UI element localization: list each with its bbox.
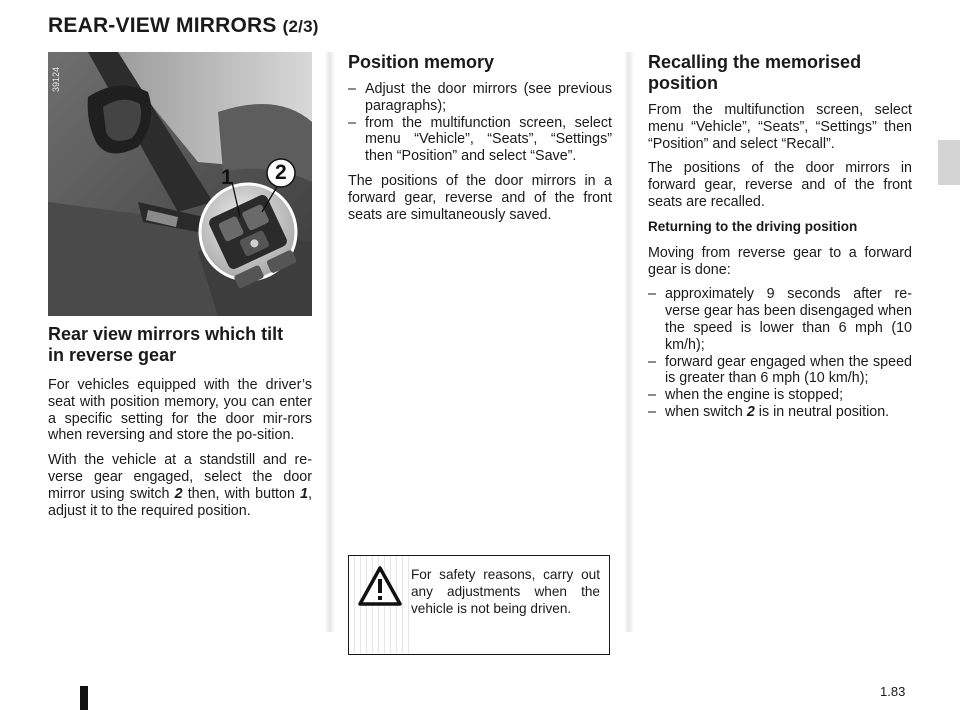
warning-icon-panel: [349, 556, 409, 654]
switch-ref: 2: [746, 403, 755, 420]
paragraph: Moving from reverse gear to a forward gear is done:: [648, 244, 912, 278]
section-heading-position-memory: Position memory: [348, 52, 495, 72]
door-panel-illustration: [48, 52, 312, 316]
column-separator-right: [624, 52, 634, 632]
text-run: , adjust it to the required position.: [48, 485, 312, 519]
right-column: [648, 52, 912, 421]
heading-line-2: position: [648, 73, 718, 93]
list-item: – Adjust the door mirrors (see previous paragraphs);: [348, 81, 612, 115]
forward-gear-conditions-list: [648, 286, 912, 420]
left-column: [48, 324, 312, 527]
heading-line-1: Recalling the memorised: [648, 52, 862, 72]
text-run: then, with button: [182, 485, 301, 502]
switch-ref: 2: [174, 485, 183, 502]
text-run: when switch: [665, 403, 747, 420]
section-heading-recalling-position: [648, 52, 912, 94]
list-item: – forward gear engaged when the speed is greater than 6 mph (10 km/h);: [648, 354, 912, 388]
column-separator-left: [325, 52, 335, 632]
button-ref: 1: [300, 485, 309, 502]
section-heading-tilt-reverse: [48, 324, 312, 366]
page-title: [48, 14, 319, 38]
paragraph: From the multifunction screen, select menu “Vehicle”, “Seats”, “Settings” then “Position” and select “Recall”.: [648, 102, 912, 152]
text-run: is in neutral position.: [754, 403, 890, 420]
callout-2: 2: [275, 161, 287, 184]
title-part-indicator: (2/3): [282, 17, 319, 36]
paragraph: The positions of the door mirrors in a forward gear, reverse and of the front seats are simultaneously saved.: [348, 172, 612, 223]
list-item: [648, 404, 912, 421]
list-item: – from the multifunction screen, select menu “Vehicle”, “Seats”, “Settings” then “Position” and select “Save”.: [348, 115, 612, 165]
page-number: 1.83: [880, 684, 906, 699]
warning-triangle-icon: [358, 566, 402, 606]
section-thumb-tab: [938, 140, 960, 185]
callout-1: 1: [221, 166, 233, 189]
list-item: – when the engine is stopped;: [648, 387, 912, 404]
heading-line-1: Rear view mirrors which tilt: [48, 324, 284, 344]
save-steps-list: [348, 81, 612, 165]
heading-line-2: in reverse gear: [48, 345, 177, 365]
corner-crop-mark: [80, 686, 88, 710]
figure-reference-code: 39124: [51, 66, 61, 92]
paragraph: [48, 452, 312, 519]
door-mirror-switch-figure: [48, 52, 312, 316]
warning-text: For safety reasons, carry out any adjustments when the vehicle is not being driven.: [411, 567, 600, 616]
safety-warning-box: [348, 555, 610, 655]
subheading-returning-driving-position: Returning to the driving position: [648, 218, 858, 234]
paragraph: The positions of the door mirrors in forward gear, reverse and of the front seats are recalled.: [648, 160, 912, 210]
title-text: REAR-VIEW MIRRORS: [48, 14, 277, 37]
list-item: – approximately 9 seconds after re-verse gear has been disengaged when the speed is lower than 6 mph (10 km/h);: [648, 286, 912, 353]
middle-column: [348, 52, 612, 231]
text-run: With the vehicle at a standstill and re-verse gear engaged, select the door mirror using switch: [48, 452, 312, 502]
paragraph: For vehicles equipped with the driver’s seat with position memory, you can enter a specific setting for the door mir-rors when reversing and store the po-sition.: [48, 377, 312, 444]
